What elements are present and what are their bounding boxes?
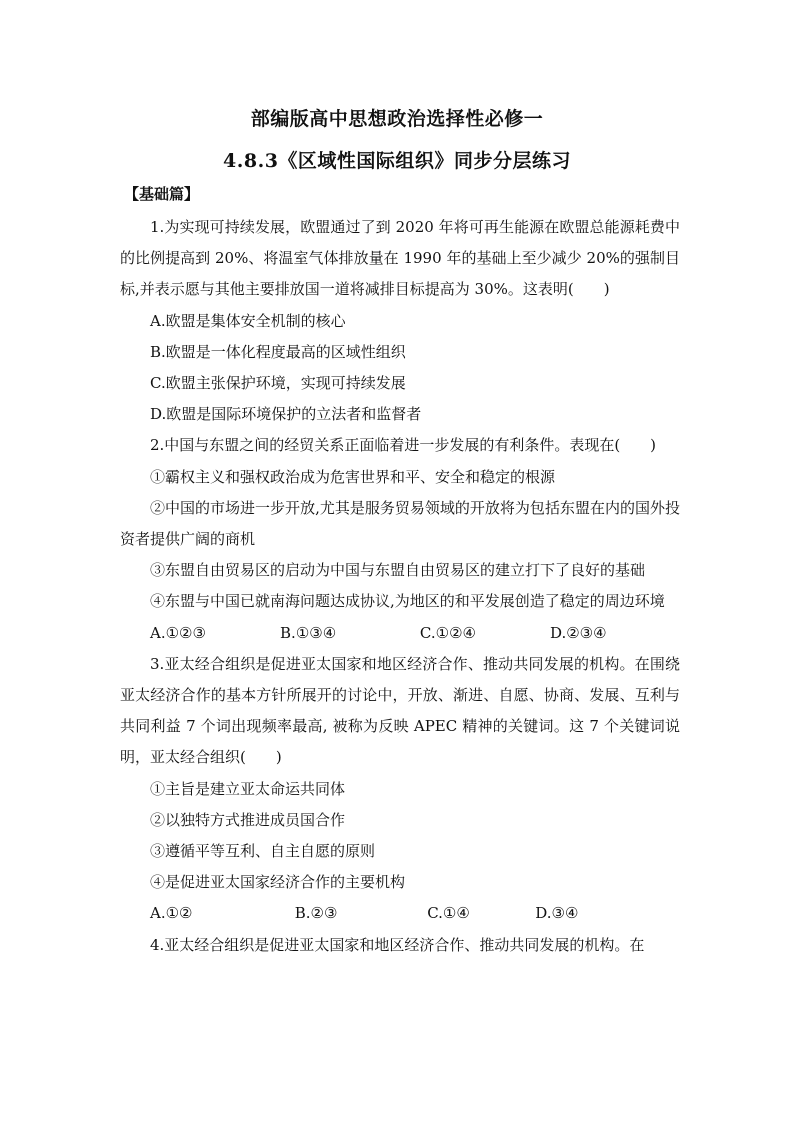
question-2-choice-a: A.①②③ (150, 623, 206, 642)
question-2-statement-2: ②中国的市场进一步开放,尤其是服务贸易领域的开放将为包括东盟在内的国外投资者提供广阔的商机 (120, 498, 680, 549)
question-1-option-b: B.欧盟是一体化程度最高的区域性组织 (150, 342, 406, 361)
question-3-choices (120, 898, 680, 929)
question-2-statement-3: ③东盟自由贸易区的启动为中国与东盟自由贸易区的建立打下了良好的基础 (150, 561, 646, 580)
question-3-statement-3: ③遵循平等互利、自主自愿的原则 (150, 842, 376, 861)
question-2-statement-1: ①霸权主义和强权政治成为危害世界和平、安全和稳定的根源 (150, 467, 556, 486)
question-1-stem: 1.为实现可持续发展，欧盟通过了到 2020 年将可再生能源在欧盟总能源耗费中的比例提高到 20%、将温室气体排放量在 1990 年的基础上至少减少 20%的强制目标,并表示愿与其他主要排放国一道将减排目标提高为 30%。这表明( ) (120, 218, 680, 299)
question-1-option-d: D.欧盟是国际环境保护的立法者和监督者 (150, 405, 422, 424)
question-3-choice-b: B.②③ (294, 904, 338, 923)
question-3-statement-1: ①主旨是建立亚太命运共同体 (150, 779, 346, 798)
question-3-statement-4: ④是促进亚太国家经济合作的主要机构 (150, 873, 406, 892)
question-2-choices (120, 618, 680, 649)
section-heading: 【基础篇】 (124, 185, 200, 203)
question-2-stem: 2.中国与东盟之间的经贸关系正面临着进一步发展的有利条件。表现在( ) (150, 436, 657, 455)
question-2-choice-c: C.①②④ (419, 623, 476, 642)
question-2-choice-d: D.②③④ (549, 623, 607, 642)
question-1-option-a: A.欧盟是集体安全机制的核心 (150, 311, 346, 330)
question-1-option-c: C.欧盟主张保护环境，实现可持续发展 (150, 374, 406, 393)
document-title: 部编版高中思想政治选择性必修一 (250, 108, 544, 130)
questions-body (120, 212, 680, 961)
question-2-statement-4: ④东盟与中国已就南海问题达成协议,为地区的和平发展创造了稳定的周边环境 (150, 592, 665, 611)
question-3-choice-a: A.①② (150, 904, 193, 923)
question-3-stem: 3.亚太经合组织是促进亚太国家和地区经济合作、推动共同发展的机构。在围绕亚太经济合作的基本方针所展开的讨论中，开放、渐进、自愿、协商、发展、互利与共同利益 7 个词出现频率最高, 被称为反映 APEC 精神的关键词。这 7 个关键词说明，亚太经合组织( ) (120, 654, 680, 767)
question-3-choice-d: D.③④ (535, 904, 579, 923)
document-subtitle: 4.8.3《区域性国际组织》同步分层练习 (223, 150, 571, 172)
question-3-statement-2: ②以独特方式推进成员国合作 (150, 810, 346, 829)
question-2-choice-b: B.①③④ (280, 623, 337, 642)
question-3-choice-c: C.①④ (427, 904, 470, 923)
question-4-stem: 4.亚太经合组织是促进亚太国家和地区经济合作、推动共同发展的机构。在 (150, 935, 645, 954)
